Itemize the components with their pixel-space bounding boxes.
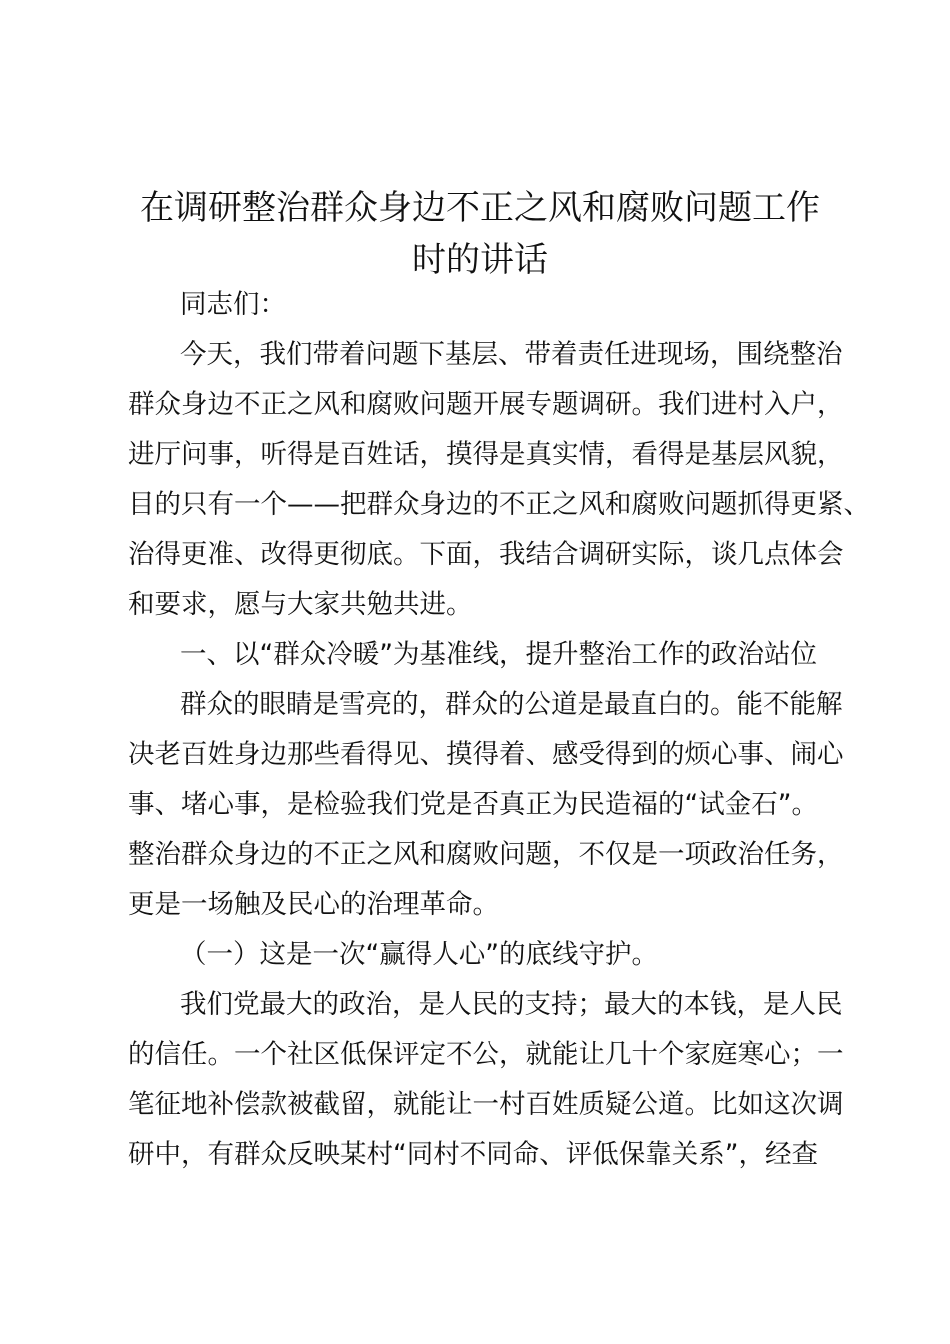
section-heading: 一、以“群众冷暖”为基准线，提升整治工作的政治站位: [180, 639, 817, 670]
paragraph-line: 的信任。一个社区低保评定不公，就能让几十个家庭寒心；一: [128, 1039, 844, 1070]
paragraph-line: 事、堵心事，是检验我们党是否真正为民造福的“试金石”。: [128, 789, 818, 820]
salutation: 同志们：: [180, 289, 286, 320]
paragraph-line: 今天，我们带着问题下基层、带着责任进现场，围绕整治: [180, 339, 843, 370]
document-title-line-1: 在调研整治群众身边不正之风和腐败问题工作: [140, 188, 820, 228]
paragraph-line: 进厅问事，听得是百姓话，摸得是真实情，看得是基层风貌，: [128, 439, 844, 470]
subsection-heading: （一）这是一次“赢得人心”的底线守护。: [180, 939, 658, 970]
paragraph-line: 笔征地补偿款被截留，就能让一村百姓质疑公道。比如这次调: [128, 1089, 844, 1120]
paragraph-line: 群众身边不正之风和腐败问题开展专题调研。我们进村入户，: [128, 389, 844, 420]
paragraph-line: 决老百姓身边那些看得见、摸得着、感受得到的烦心事、闹心: [128, 739, 844, 770]
paragraph-line: 治得更准、改得更彻底。下面，我结合调研实际，谈几点体会: [128, 539, 844, 570]
paragraph-line: 和要求，愿与大家共勉共进。: [128, 589, 473, 620]
paragraph-line: 我们党最大的政治，是人民的支持；最大的本钱，是人民: [180, 989, 843, 1020]
paragraph-line: 目的只有一个——把群众身边的不正之风和腐败问题抓得更紧、: [128, 489, 870, 520]
paragraph-line: 更是一场触及民心的治理革命。: [128, 889, 499, 920]
paragraph-line: 整治群众身边的不正之风和腐败问题，不仅是一项政治任务，: [128, 839, 844, 870]
paragraph-line: 群众的眼睛是雪亮的，群众的公道是最直白的。能不能解: [180, 689, 843, 720]
document-title-line-2: 时的讲话: [412, 240, 548, 280]
paragraph-line: 研中，有群众反映某村“同村不同命、评低保靠关系”，经查: [128, 1139, 818, 1170]
